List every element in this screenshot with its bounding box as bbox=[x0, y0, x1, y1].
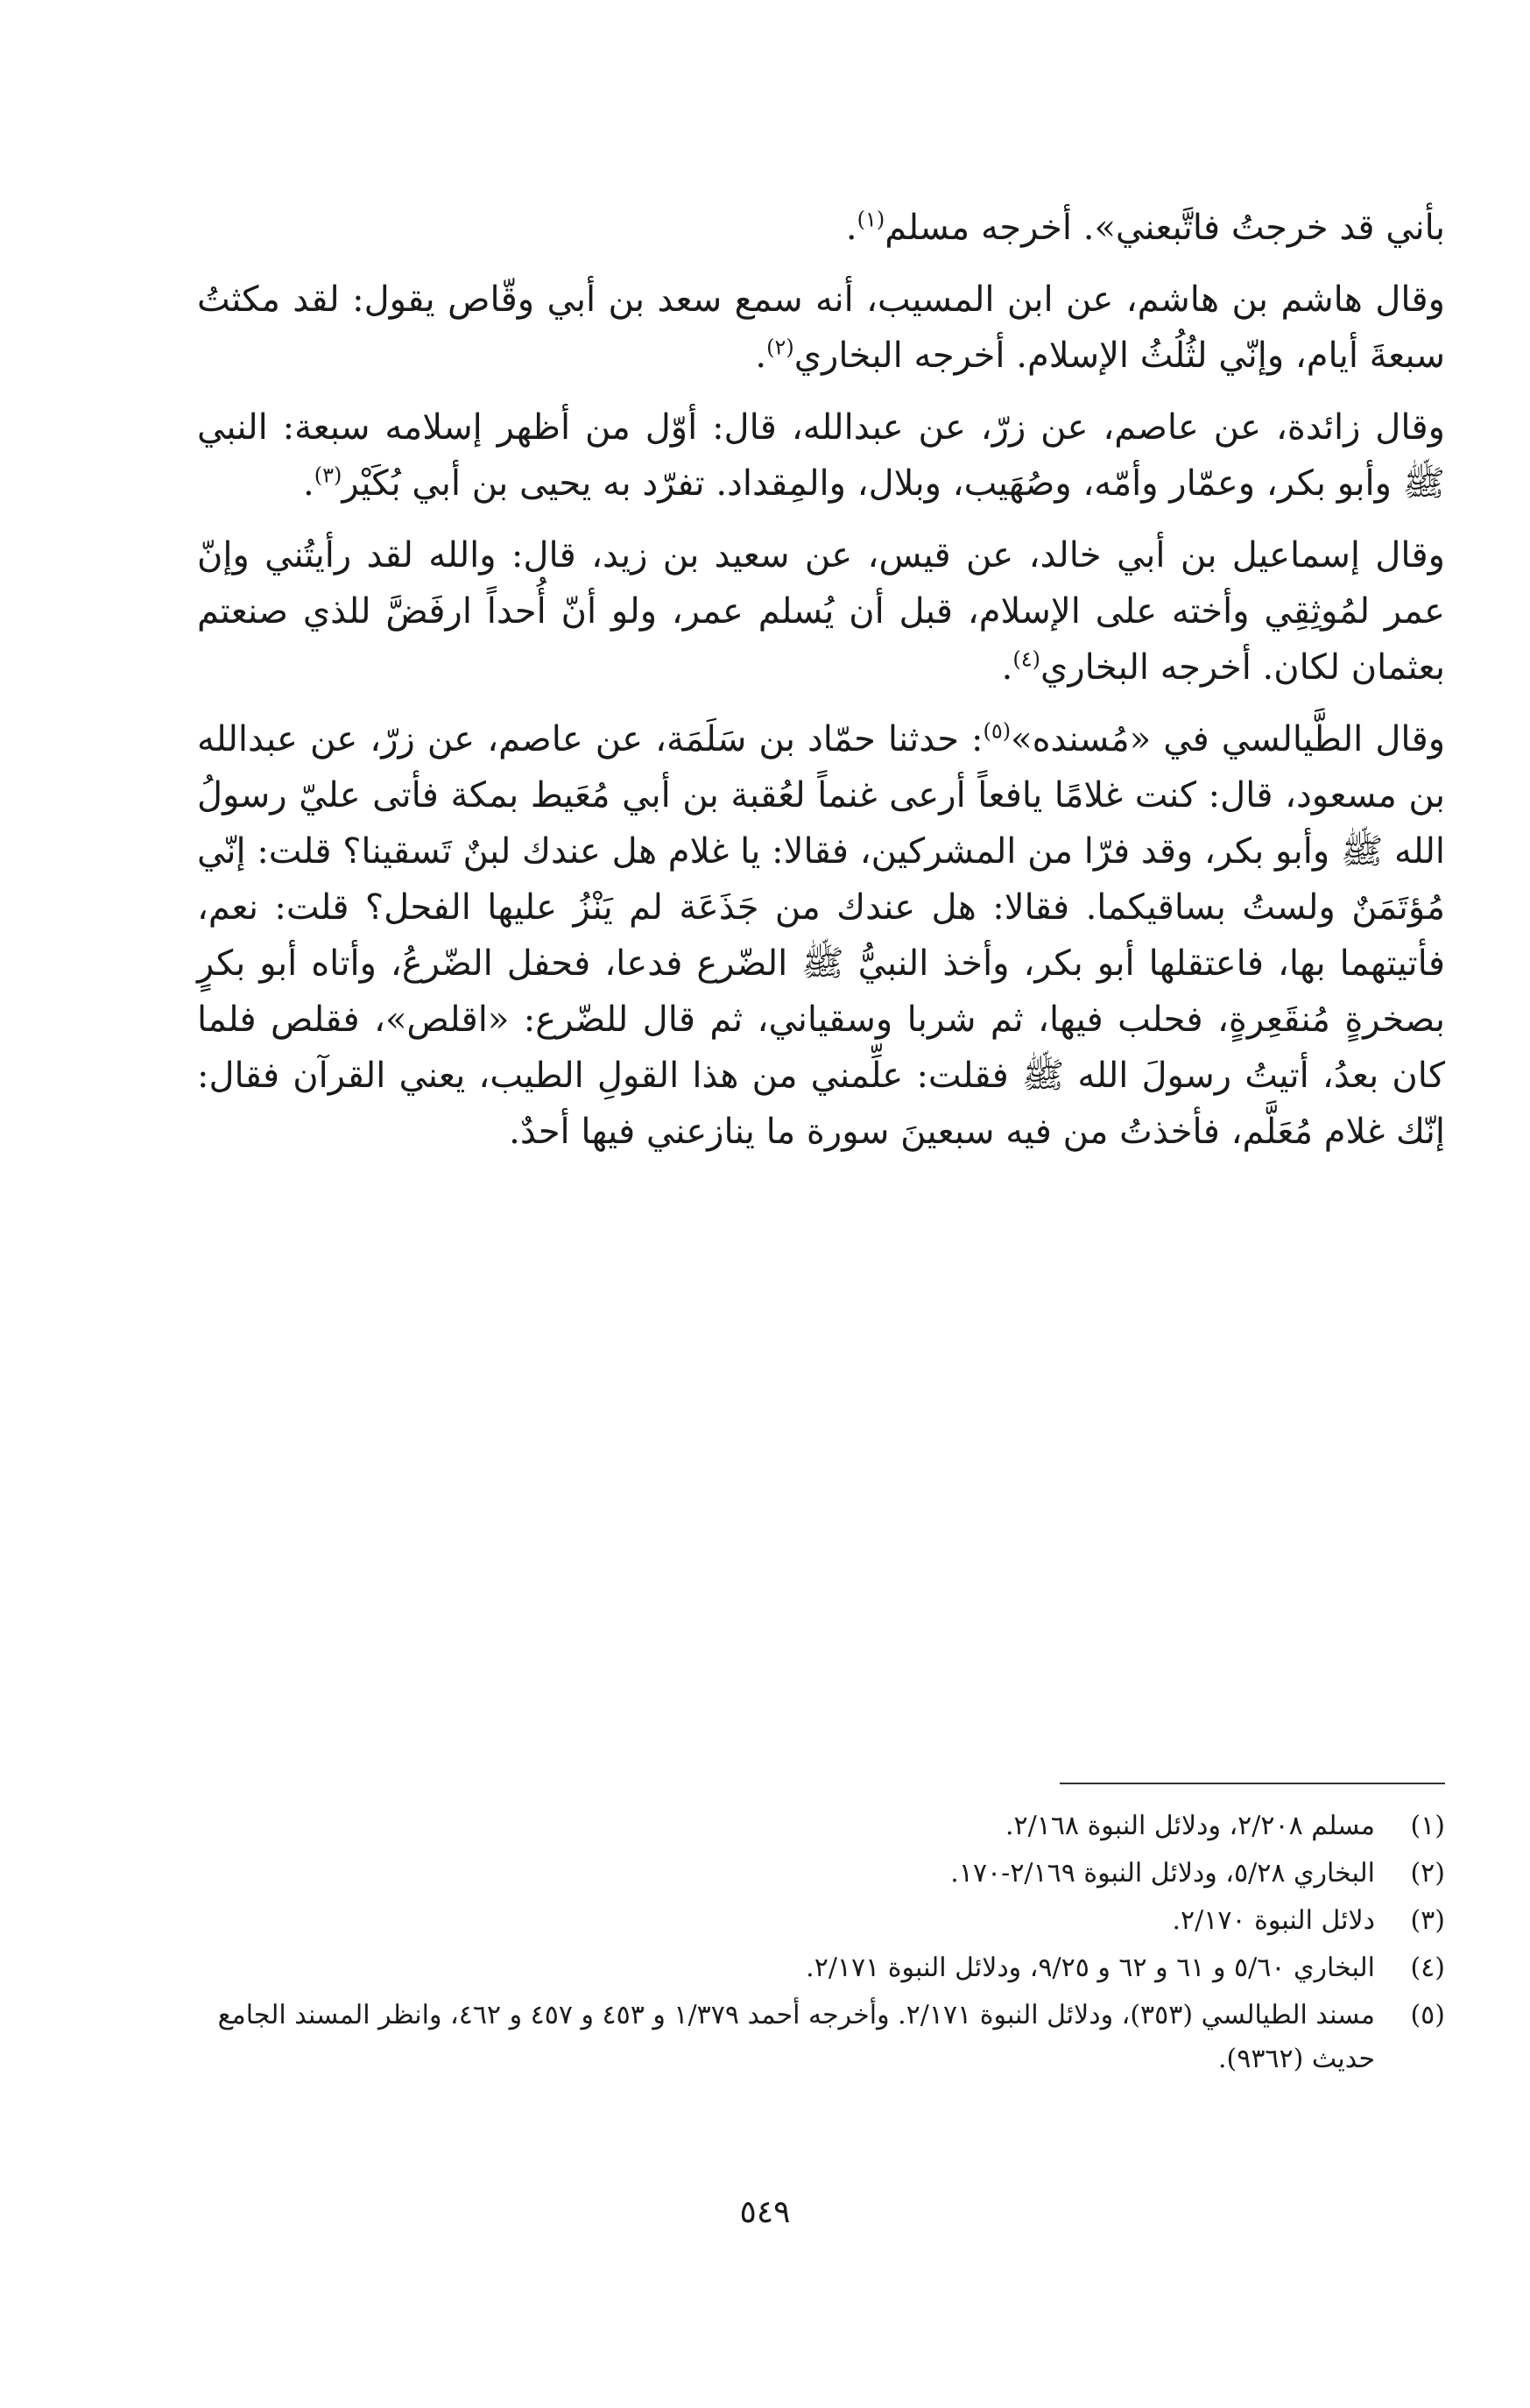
footnote-divider bbox=[1060, 1783, 1445, 1784]
footnote-text: البخاري ٥/٢٨، ودلائل النبوة ٢/١٦٩-١٧٠. bbox=[950, 1858, 1375, 1889]
paragraph-2-end: . bbox=[755, 335, 767, 376]
footnote-2 bbox=[197, 1852, 1445, 1896]
paragraph-3-end: . bbox=[302, 463, 314, 504]
footnote-number: (٢) bbox=[1410, 1858, 1445, 1889]
page-number: ٥٤٩ bbox=[739, 2194, 791, 2230]
footnote-1 bbox=[197, 1804, 1445, 1848]
footnote-text: مسند الطيالسي (٣٥٣)، ودلائل النبوة ٢/١٧١. وأخرجه أحمد ١/٣٧٩ و ٤٥٣ و ٤٥٧ و ٤٦٢، وانظر المسند الجامع حديث (٩٣٦٢). bbox=[217, 2000, 1375, 2074]
paragraph-4 bbox=[197, 527, 1445, 696]
footnote-number: (٣) bbox=[1410, 1905, 1445, 1936]
paragraph-3 bbox=[197, 399, 1445, 512]
footnote-ref-1: (١) bbox=[857, 207, 885, 232]
footnotes bbox=[197, 1804, 1445, 2085]
footnote-number: (١) bbox=[1410, 1811, 1445, 1841]
footnote-text: دلائل النبوة ٢/١٧٠. bbox=[1172, 1905, 1375, 1936]
footnote-ref-3: (٣) bbox=[314, 463, 342, 488]
footnote-number: (٥) bbox=[1410, 2000, 1445, 2030]
paragraph-3-text: وقال زائدة، عن عاصم، عن زرّ، عن عبدالله، قال: أوّل من أظهر إسلامه سبعة: النبي ﷺ وأبو بكر، وعمّار وأمّه، وصُهَيب، وبلال، والمِقداد. تفرّد به يحيى بن أبي بُكَيْر bbox=[197, 407, 1445, 504]
footnote-5 bbox=[197, 1994, 1445, 2081]
footnote-number: (٤) bbox=[1410, 1953, 1445, 1983]
paragraph-1 bbox=[197, 200, 1445, 256]
footnote-text: البخاري ٥/٦٠ و ٦١ و ٦٢ و ٩/٢٥، ودلائل النبوة ٢/١٧١. bbox=[806, 1953, 1375, 1983]
paragraph-4-text: وقال إسماعيل بن أبي خالد، عن قيس، عن سعيد بن زيد، قال: والله لقد رأيتُني وإنّ عمر لمُوثِقِي وأخته على الإسلام، قبل أن يُسلم عمر، ولو أنّ أُحداً ارفَضَّ للذي صنعتم بعثمان لكان. أخرجه البخاري bbox=[197, 535, 1445, 688]
footnote-3 bbox=[197, 1899, 1445, 1943]
footnote-text: مسلم ٢/٢٠٨، ودلائل النبوة ٢/١٦٨. bbox=[1005, 1811, 1375, 1841]
paragraph-2-text: وقال هاشم بن هاشم، عن ابن المسيب، أنه سمع سعد بن أبي وقّاص يقول: لقد مكثتُ سبعةَ أيام، وإنّي لثُلُثُ الإسلام. أخرجه البخاري bbox=[197, 279, 1445, 376]
main-text bbox=[197, 200, 1445, 1176]
footnote-ref-4: (٤) bbox=[1012, 646, 1041, 672]
paragraph-4-end: . bbox=[1001, 647, 1013, 688]
paragraph-5-text: : حدثنا حمّاد بن سَلَمَة، عن عاصم، عن زرّ، عن عبدالله بن مسعود، قال: كنت غلامًا يافعاً أرعى غنماً لعُقبة بن أبي مُعَيط بمكة فأتى عليّ رسولُ الله ﷺ وأبو بكر، وقد فرّا من المشركين، فقالا: يا غلام هل عندك لبنٌ تَسقينا؟ قلت: إنّي مُؤتَمَنٌ ولستُ بساقيكما. فقالا: هل عندك من جَذَعَة لم يَنْزُ عليها الفحل؟ قلت: نعم، فأتيتهما بها، فاعتقلها أبو بكر، وأخذ النبيُّ ﷺ الضّرع فدعا، فحفل الضّرعُ، وأتاه أبو بكرٍ بصخرةٍ مُنقَعِرةٍ، فحلب فيها، ثم شربا وسقياني، ثم قال للضّرع: «اقلص»، فقلص فلما كان بعدُ، أتيتُ رسولَ الله ﷺ فقلت: علِّمني من هذا القولِ الطيب، يعني القرآن فقال: إنّك غلام مُعَلَّم، فأخذتُ من فيه سبعينَ سورة ما ينازعني فيها أحدٌ. bbox=[197, 719, 1445, 1152]
paragraph-5 bbox=[197, 711, 1445, 1160]
paragraph-5-start: وقال الطَّيالسي في «مُسنده» bbox=[1011, 719, 1446, 759]
footnote-4 bbox=[197, 1946, 1445, 1990]
paragraph-2 bbox=[197, 272, 1445, 384]
footnote-ref-5: (٥) bbox=[983, 718, 1012, 744]
footnote-ref-2: (٢) bbox=[766, 335, 794, 360]
paragraph-1-end: . bbox=[845, 208, 857, 248]
paragraph-1-text: بأني قد خرجتُ فاتَّبعني». أخرجه مسلم bbox=[885, 208, 1445, 248]
